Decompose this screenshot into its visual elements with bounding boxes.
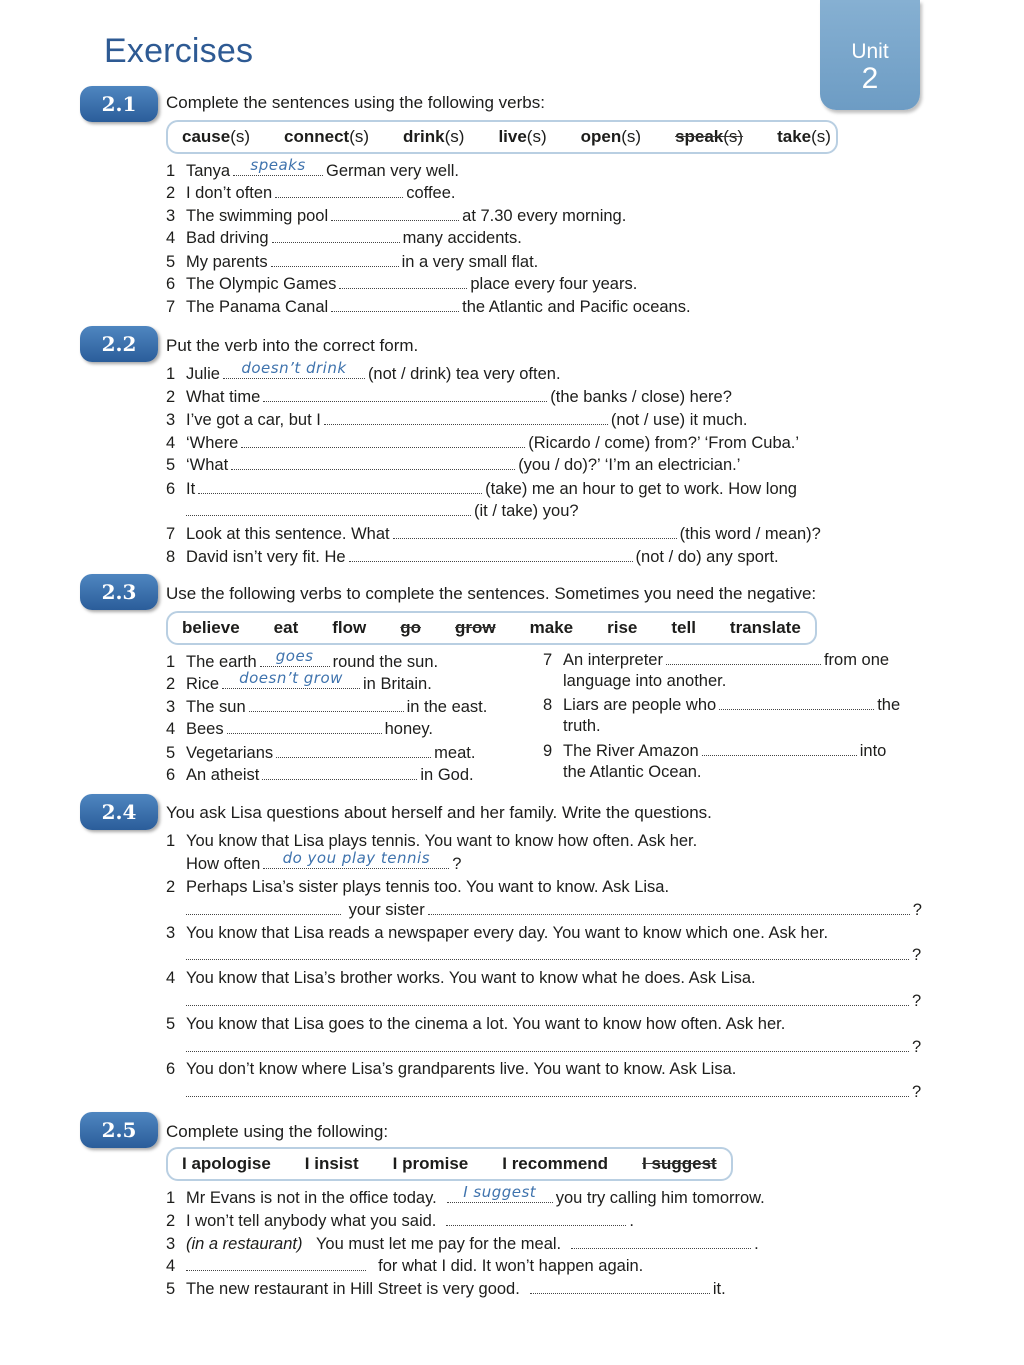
answer-blank[interactable] [530, 1279, 710, 1294]
exercise-heading-2-1: Complete the sentences using the following verbs: [166, 93, 545, 112]
answer-blank[interactable] [666, 650, 821, 665]
sentence-item: 2 I won’t tell anybody what you said. . [166, 1212, 634, 1230]
sentence-item: 7 The Panama Canal the Atlantic and Pacific oceans. [166, 298, 691, 316]
answer-blank[interactable] [262, 765, 417, 780]
question-answer-line: ? [186, 1082, 921, 1102]
question-item: 6 You don’t know where Lisa’s grandparents live. You want to know. Ask Lisa. [166, 1060, 737, 1078]
answer-blank[interactable] [231, 455, 515, 470]
sentence-item: 1 The earth goes round the sun. [166, 647, 439, 671]
word-item: flow [332, 618, 367, 637]
question-item: 5 You know that Lisa goes to the cinema a lot. You want to know how often. Ask her. [166, 1015, 786, 1033]
answer-blank[interactable] [241, 433, 525, 448]
word-item: take(s) [777, 127, 831, 146]
sentence-item: 3 I’ve got a car, but I (not / use) it much. [166, 411, 748, 429]
answer-blank[interactable] [186, 900, 341, 915]
page-title: Exercises [104, 32, 254, 70]
sentence-item: 6 The Olympic Games place every four years. [166, 275, 638, 293]
sentence-item: 1 Tanya speaks German very well. [166, 156, 459, 180]
answer-blank[interactable] [428, 900, 910, 915]
answer-blank[interactable] [223, 359, 365, 379]
exercise-badge-2-3: 2.3 [80, 574, 158, 610]
word-box-2-1 [166, 120, 838, 154]
word-item: cause(s) [182, 127, 251, 146]
example-answer: doesn’t drink [241, 359, 347, 377]
exercise-heading-2-2: Put the verb into the correct form. [166, 336, 419, 355]
answer-blank[interactable] [331, 206, 459, 221]
sentence-item: 3 (in a restaurant) You must let me pay for the meal. . [166, 1235, 759, 1253]
answer-blank[interactable] [186, 501, 471, 516]
sentence-continuation: truth. [563, 717, 601, 735]
word-item: I insist [304, 1154, 359, 1173]
sentence-item: 8 David isn’t very fit. He (not / do) any sport. [166, 548, 779, 566]
exercise-heading-2-3: Use the following verbs to complete the sentences. Sometimes you need the negative: [166, 584, 817, 603]
word-box-2-3 [166, 611, 817, 645]
exercise-heading-2-4: You ask Lisa questions about herself and her family. Write the questions. [166, 803, 712, 822]
sentence-item: 5 Vegetarians meat. [166, 744, 476, 762]
answer-blank[interactable] [275, 183, 403, 198]
answer-blank[interactable] [227, 719, 382, 734]
answer-blank[interactable] [339, 274, 467, 289]
sentence-item: 3 The swimming pool at 7.30 every morning. [166, 207, 627, 225]
sentence-item: 5 The new restaurant in Hill Street is very good. it. [166, 1280, 726, 1298]
sentence-item: 5 My parents in a very small flat. [166, 253, 539, 271]
word-item-used: go [400, 618, 422, 637]
word-item: live(s) [498, 127, 547, 146]
question-item: 3 You know that Lisa reads a newspaper every day. You want to know which one. Ask her. [166, 924, 829, 942]
sentence-item: 1 Julie doesn’t drink (not / drink) tea very often. [166, 359, 561, 383]
word-item-used: grow [455, 618, 496, 637]
sentence-item: 5 ‘What (you / do)?’ ‘I’m an electrician.’ [166, 456, 741, 474]
word-item: rise [607, 618, 638, 637]
answer-blank[interactable] [233, 156, 323, 176]
sentence-item: 8 Liars are people who the [543, 696, 901, 714]
sentence-item: 4 Bees honey. [166, 720, 433, 738]
word-item-used: speak(s) [675, 127, 744, 146]
sentence-item: 6 An atheist in God. [166, 766, 474, 784]
sentence-item: 9 The River Amazon into [543, 742, 887, 760]
sentence-item: 7 An interpreter from one [543, 651, 890, 669]
sentence-item: 3 The sun in the east. [166, 698, 488, 716]
answer-blank[interactable] [249, 697, 404, 712]
answer-blank[interactable] [324, 410, 608, 425]
word-item: translate [729, 618, 801, 637]
word-item: believe [182, 618, 240, 637]
answer-blank[interactable] [446, 1211, 626, 1226]
question-item: 4 You know that Lisa’s brother works. You want to know what he does. Ask Lisa. [166, 969, 756, 987]
answer-blank[interactable] [198, 479, 482, 494]
word-item: eat [273, 618, 299, 637]
example-answer: do you play tennis [282, 849, 431, 867]
sentence-item: 2 Rice doesn’t grow in Britain. [166, 669, 432, 693]
unit-number: 2 [861, 62, 879, 95]
sentence-item: 2 I don’t often coffee. [166, 184, 456, 202]
answer-blank[interactable] [702, 741, 857, 756]
example-answer: speaks [250, 156, 306, 174]
answer-blank[interactable] [272, 228, 400, 243]
word-item: I promise [392, 1154, 469, 1173]
sentence-item: 6 It (take) me an hour to get to work. How long [166, 480, 797, 498]
example-answer: I suggest [463, 1183, 537, 1201]
word-item: drink(s) [403, 127, 465, 146]
sentence-continuation: the Atlantic Ocean. [563, 763, 702, 781]
exercise-badge-2-5: 2.5 [80, 1112, 158, 1148]
sentence-continuation: (it / take) you? [183, 501, 579, 521]
question-answer-line: ? [186, 991, 921, 1011]
answer-blank[interactable] [276, 743, 431, 758]
word-box-2-5 [166, 1147, 733, 1181]
question-item: 1 You know that Lisa plays tennis. You want to know how often. Ask her. [166, 832, 698, 850]
word-item: tell [671, 618, 696, 637]
unit-tab [820, 0, 920, 110]
answer-blank[interactable] [186, 1082, 909, 1097]
word-item: open(s) [580, 127, 642, 146]
answer-blank[interactable] [393, 524, 677, 539]
answer-blank[interactable] [447, 1183, 553, 1203]
question-item: 2 Perhaps Lisa’s sister plays tennis too. You want to know. Ask Lisa. [166, 878, 670, 896]
question-answer-line: ? [186, 1037, 921, 1057]
unit-label: Unit [851, 40, 889, 63]
question-answer-line: ? [186, 945, 921, 965]
answer-blank[interactable] [331, 297, 459, 312]
exercise-badge-2-1: 2.1 [80, 86, 158, 122]
exercise-badge-2-4: 2.4 [80, 794, 158, 830]
answer-blank[interactable] [349, 547, 633, 562]
answer-blank[interactable] [719, 695, 874, 710]
sentence-item: 2 What time (the banks / close) here? [166, 388, 732, 406]
question-answer-line: How often do you play tennis ? [186, 849, 462, 873]
sentence-item: 4 ‘Where (Ricardo / come) from?’ ‘From Cuba.’ [166, 434, 800, 452]
sentence-item: 7 Look at this sentence. What (this word / mean)? [166, 525, 821, 543]
answer-blank[interactable] [263, 387, 547, 402]
sentence-item: 4 Bad driving many accidents. [166, 229, 522, 247]
sentence-item: 4 for what I did. It won’t happen again. [166, 1257, 644, 1275]
answer-blank[interactable] [271, 252, 399, 267]
answer-blank[interactable] [222, 669, 360, 689]
word-item: make [529, 618, 574, 637]
answer-blank[interactable] [186, 945, 909, 960]
exercise-badge-2-2: 2.2 [80, 326, 158, 362]
example-answer: doesn’t grow [239, 669, 343, 687]
answer-blank[interactable] [186, 991, 909, 1006]
sentence-item: 1 Mr Evans is not in the office today. I suggest you try calling him tomorrow. [166, 1183, 765, 1207]
question-answer-line: your sister ? [186, 900, 922, 920]
answer-blank[interactable] [186, 1037, 909, 1052]
answer-blank[interactable] [186, 1256, 366, 1271]
word-item: I apologise [182, 1154, 271, 1173]
example-answer: goes [275, 647, 314, 665]
word-item: I recommend [502, 1154, 609, 1173]
sentence-continuation: language into another. [563, 672, 727, 690]
answer-blank[interactable] [260, 647, 330, 667]
word-item-used: I suggest [642, 1154, 717, 1173]
exercise-heading-2-5: Complete using the following: [166, 1122, 389, 1141]
answer-blank[interactable] [571, 1234, 751, 1249]
word-item: connect(s) [284, 127, 370, 146]
